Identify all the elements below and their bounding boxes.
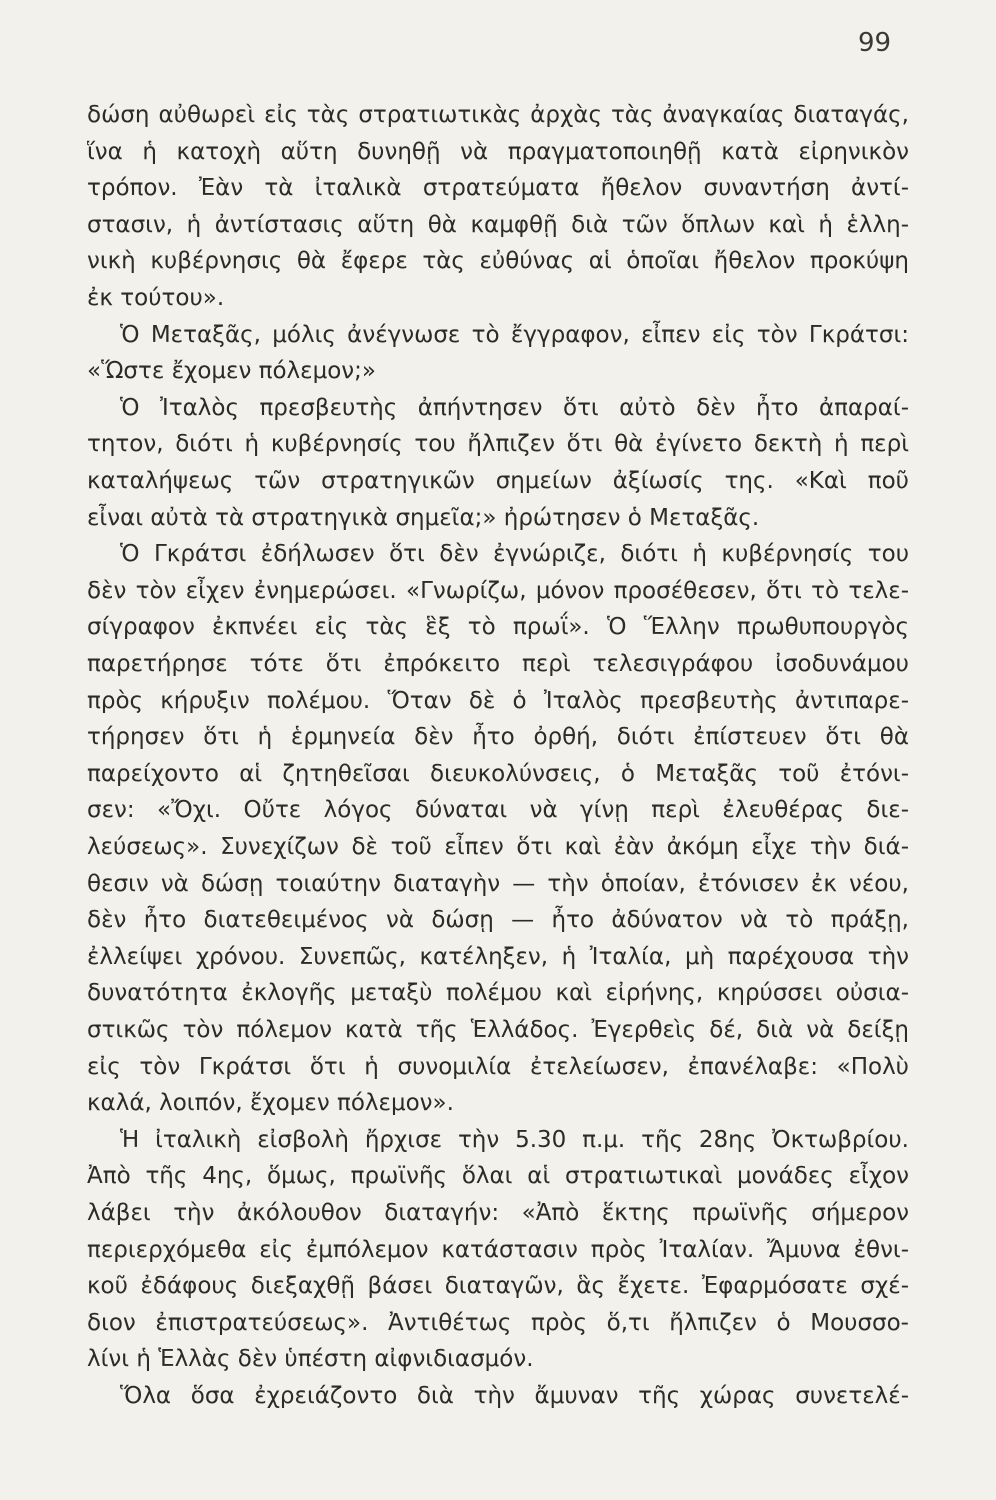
text-line: ἐκ τούτου». xyxy=(87,285,225,311)
text-line: καλά, λοιπόν, ἔχομεν πόλεμον». xyxy=(87,1090,454,1117)
text-line: Ὁ Γκράτσι ἐδήλωσεν ὅτι δὲν ἐγνώριζε, διότι ἡ κυβέρνησίς του xyxy=(120,541,909,568)
text-line: λίνι ἡ Ἑλλὰς δὲν ὑπέστη αἰφνιδιασμόν. xyxy=(87,1346,534,1373)
text-line: «Ὥστε ἔχομεν πόλεμον;» xyxy=(87,358,376,385)
text-line: Ἡ ἰταλικὴ εἰσβολὴ ἤρχισε τὴν 5.30 π.μ. τῆς 28ης Ὀκτωβρίου. xyxy=(120,1126,909,1153)
text-line: δὲν τὸν εἶχεν ἐνημερώσει. «Γνωρίζω, μόνον προσέθεσεν, ὅτι τὸ τελε- xyxy=(87,577,909,604)
text-line: δώση αὐθωρεὶ εἰς τὰς στρατιωτικὰς ἀρχὰς τὰς ἀναγκαίας διαταγάς, xyxy=(87,102,909,128)
text-line: θεσιν νὰ δώσῃ τοιαύτην διαταγὴν — τὴν ὁποίαν, ἐτόνισεν ἐκ νέου, xyxy=(87,870,909,897)
text-line: παρείχοντο αἱ ζητηθεῖσαι διευκολύνσεις, ὁ Μεταξᾶς τοῦ ἐτόνι- xyxy=(87,760,909,787)
page-number: 99 xyxy=(858,28,892,58)
text-line: στικῶς τὸν πόλεμον κατὰ τῆς Ἑλλάδος. Ἐγερθεὶς δέ, διὰ νὰ δείξῃ xyxy=(87,1017,909,1043)
text-line: καταλήψεως τῶν στρατηγικῶν σημείων ἀξίωσίς της. «Καὶ ποῦ xyxy=(87,468,909,494)
text-line: δυνατότητα ἐκλογῆς μεταξὺ πολέμου καὶ εἰρήνης, κηρύσσει οὐσια- xyxy=(87,980,909,1007)
text-line: περιερχόμεθα εἰς ἐμπόλεμον κατάστασιν πρὸς Ἰταλίαν. Ἄμυνα ἐθνι- xyxy=(87,1236,909,1263)
text-line: σίγραφον ἐκπνέει εἰς τὰς ἓξ τὸ πρωΐ». Ὁ Ἕλλην πρωθυπουργὸς xyxy=(87,614,909,641)
text-line: πρὸς κήρυξιν πολέμου. Ὅταν δὲ ὁ Ἰταλὸς πρεσβευτὴς ἀντιπαρε- xyxy=(87,687,909,714)
text-line: Ὁ Ἰταλὸς πρεσβευτὴς ἀπήντησεν ὅτι αὐτὸ δὲν ἦτο ἀπαραί- xyxy=(120,394,909,421)
text-line: νικὴ κυβέρνησις θὰ ἔφερε τὰς εὐθύνας αἱ ὁποῖαι ἤθελον προκύψη xyxy=(87,248,909,275)
text-line: εἰς τὸν Γκράτσι ὅτι ἡ συνομιλία ἐτελείωσεν, ἐπανέλαβε: «Πολὺ xyxy=(87,1053,909,1080)
text-line: διον ἐπιστρατεύσεως». Ἀντιθέτως πρὸς ὅ,τι ἤλπιζεν ὁ Μουσσο- xyxy=(87,1309,909,1336)
text-line: σεν: «Ὄχι. Οὔτε λόγος δύναται νὰ γίνῃ περὶ ἐλευθέρας διε- xyxy=(87,797,909,824)
text-line: λάβει τὴν ἀκόλουθον διαταγήν: «Ἀπὸ ἕκτης πρωϊνῆς σήμερον xyxy=(87,1200,909,1226)
text-line: ἐλλείψει χρόνου. Συνεπῶς, κατέληξεν, ἡ Ἰταλία, μὴ παρέχουσα τὴν xyxy=(87,943,909,970)
text-line: ἵνα ἡ κατοχὴ αὕτη δυνηθῇ νὰ πραγματοποιηθῇ κατὰ εἰρηνικὸν xyxy=(87,138,909,165)
text-line: στασιν, ἡ ἀντίστασις αὕτη θὰ καμφθῇ διὰ τῶν ὅπλων καὶ ἡ ἑλλη- xyxy=(87,211,909,238)
text-line: εἶναι αὐτὰ τὰ στρατηγικὰ σημεῖα;» ἠρώτησεν ὁ Μεταξᾶς. xyxy=(87,504,760,531)
text-line: παρετήρησε τότε ὅτι ἐπρόκειτο περὶ τελεσιγράφου ἰσοδυνάμου xyxy=(87,651,909,677)
text-line: λεύσεως». Συνεχίζων δὲ τοῦ εἶπεν ὅτι καὶ ἐὰν ἀκόμη εἶχε τὴν διά- xyxy=(87,834,909,860)
text-line: Ὅλα ὅσα ἐχρειάζοντο διὰ τὴν ἄμυναν τῆς χώρας συνετελέ- xyxy=(120,1383,909,1409)
text-line: τρόπον. Ἐὰν τὰ ἰταλικὰ στρατεύματα ἤθελον συναντήση ἀντί- xyxy=(87,175,909,202)
text-line: κοῦ ἐδάφους διεξαχθῇ βάσει διαταγῶν, ἃς ἔχετε. Ἐφαρμόσατε σχέ- xyxy=(87,1273,909,1300)
text-line: τήρησεν ὅτι ἡ ἑρμηνεία δὲν ἦτο ὀρθή, διότι ἐπίστευεν ὅτι θὰ xyxy=(87,724,909,751)
text-line: Ἀπὸ τῆς 4ης, ὅμως, πρωϊνῆς ὅλαι αἱ στρατιωτικαὶ μονάδες εἶχον xyxy=(87,1163,909,1190)
text-line: δὲν ἦτο διατεθειμένος νὰ δώσῃ — ἦτο ἀδύνατον νὰ τὸ πράξῃ, xyxy=(87,907,909,934)
text-line: Ὁ Μεταξᾶς, μόλις ἀνέγνωσε τὸ ἔγγραφον, εἶπεν εἰς τὸν Γκράτσι: xyxy=(120,321,909,348)
text-line: τητον, διότι ἡ κυβέρνησίς του ἤλπιζεν ὅτι θὰ ἐγίνετο δεκτὴ ἡ περὶ xyxy=(87,431,909,458)
